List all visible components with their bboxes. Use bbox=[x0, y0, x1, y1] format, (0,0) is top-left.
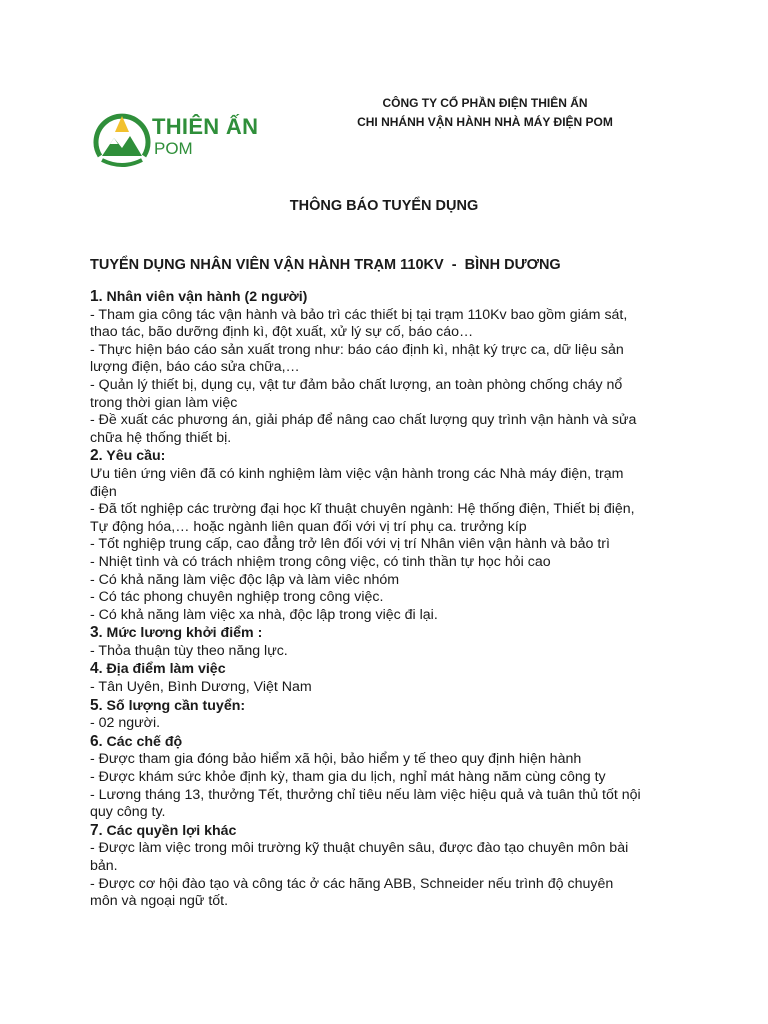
company-logo bbox=[92, 104, 257, 172]
section-line: - Có tác phong chuyên nghiệp trong công việc. bbox=[90, 589, 384, 606]
section-line: - Quản lý thiết bị, dụng cụ, vật tư đảm bảo chất lượng, an toàn phòng chống cháy nổ bbox=[90, 376, 623, 393]
section-line: thao tác, bão dưỡng định kì, đột xuất, xử lý sự cố, báo cáo… bbox=[90, 324, 474, 341]
section-title: . Mức lương khởi điểm : bbox=[98, 625, 263, 642]
section-heading bbox=[90, 288, 690, 307]
section-heading bbox=[90, 660, 690, 679]
section-line: - Thỏa thuận tùy theo năng lực. bbox=[90, 642, 288, 659]
section-line: - Được tham gia đóng bảo hiểm xã hội, bảo hiểm y tế theo quy định hiện hành bbox=[90, 751, 582, 768]
section-title: . Số lượng cần tuyển: bbox=[98, 697, 246, 714]
section-title: . Nhân viên vận hành (2 người) bbox=[98, 289, 308, 305]
section-heading bbox=[90, 624, 690, 643]
section-line: - Được khám sức khỏe định kỳ, tham gia du lịch, nghỉ mát hàng năm cùng công ty bbox=[90, 769, 606, 786]
section-line: Tự động hóa,… hoặc ngành liên quan đối với vị trí phụ ca. trưởng kíp bbox=[90, 518, 527, 535]
section-line: - Tốt nghiệp trung cấp, cao đẳng trở lên đối với vị trí Nhân viên vận hành và bảo trì bbox=[90, 536, 610, 553]
section-line: - Có khả năng làm việc xa nhà, độc lập trong việc đi lại. bbox=[90, 606, 438, 623]
section-line: chữa hệ thống thiết bị. bbox=[90, 429, 232, 446]
section-title: . Các chế độ bbox=[98, 733, 183, 750]
section-line: - Đề xuất các phương án, giải pháp để nâng cao chất lượng quy trình vận hành và sửa bbox=[90, 412, 637, 429]
section-line: trong thời gian làm việc bbox=[90, 394, 238, 411]
section-line: - Lương tháng 13, thưởng Tết, thưởng chỉ tiêu nếu làm việc hiệu quả và tuân thủ tốt nội bbox=[90, 786, 641, 803]
section-line: - Nhiệt tình và có trách nhiệm trong công việc, có tinh thần tự học hỏi cao bbox=[90, 553, 551, 570]
section-line: Ưu tiên ứng viên đã có kinh nghiệm làm việc vận hành trong các Nhà máy điện, trạm bbox=[90, 465, 624, 482]
section-number: 5 bbox=[90, 696, 99, 714]
section-line: lượng điện, báo cáo sửa chữa,… bbox=[90, 359, 300, 376]
section-line: - Tham gia công tác vận hành và bảo trì các thiết bị tại trạm 110Kv bao gồm giám sát, bbox=[90, 306, 628, 323]
section-line: quy công ty. bbox=[90, 804, 166, 821]
section-title: . Yêu cầu: bbox=[98, 448, 166, 465]
section-number: 3 bbox=[90, 624, 99, 642]
section-number: 6 bbox=[90, 732, 99, 750]
logo-sub: POM bbox=[154, 139, 193, 158]
mountain-logo-icon bbox=[92, 104, 152, 172]
section-number: 1 bbox=[90, 288, 99, 305]
section-line: - Được làm việc trong môi trường kỹ thuật chuyên sâu, được đào tạo chuyên môn bài bbox=[90, 840, 629, 857]
section-heading bbox=[90, 697, 690, 716]
section-line: - 02 người. bbox=[90, 715, 161, 732]
job-title: TUYỂN DỤNG NHÂN VIÊN VẬN HÀNH TRẠM 110KV - BÌNH DƯƠNG bbox=[90, 257, 561, 273]
job-description bbox=[90, 288, 690, 911]
section-heading bbox=[90, 733, 690, 752]
section-heading bbox=[90, 447, 690, 466]
section-line: - Được cơ hội đào tạo và công tác ở các hãng ABB, Schneider nếu trình độ chuyên bbox=[90, 875, 614, 892]
section-line: - Tân Uyên, Bình Dương, Việt Nam bbox=[90, 679, 312, 696]
logo-name: THIÊN ẤN bbox=[152, 114, 259, 139]
section-number: 4 bbox=[90, 660, 99, 678]
section-title: . Địa điểm làm việc bbox=[98, 661, 226, 678]
section-line: bản. bbox=[90, 858, 118, 874]
notice-title: THÔNG BÁO TUYỂN DỤNG bbox=[289, 198, 479, 214]
company-name: CÔNG TY CỔ PHẦN ĐIỆN THIÊN ẤN bbox=[382, 96, 588, 110]
section-heading bbox=[90, 822, 690, 841]
section-title: . Các quyền lợi khác bbox=[98, 822, 237, 839]
section-line: môn và ngoại ngữ tốt. bbox=[90, 893, 229, 910]
section-line: - Thực hiện báo cáo sản xuất trong như: báo cáo định kì, nhật ký trực ca, dữ liệu sản bbox=[90, 341, 624, 358]
branch-name: CHI NHÁNH VẬN HÀNH NHÀ MÁY ĐIỆN POM bbox=[357, 115, 613, 129]
section-number: 2 bbox=[90, 447, 99, 465]
company-header bbox=[330, 94, 640, 132]
section-line: điện bbox=[90, 483, 117, 500]
section-line: - Đã tốt nghiệp các trường đại học kĩ thuật chuyên ngành: Hệ thống điện, Thiết bị điện, bbox=[90, 501, 635, 518]
section-number: 7 bbox=[90, 821, 99, 839]
section-line: - Có khả năng làm việc độc lập và làm viêc nhóm bbox=[90, 571, 400, 588]
